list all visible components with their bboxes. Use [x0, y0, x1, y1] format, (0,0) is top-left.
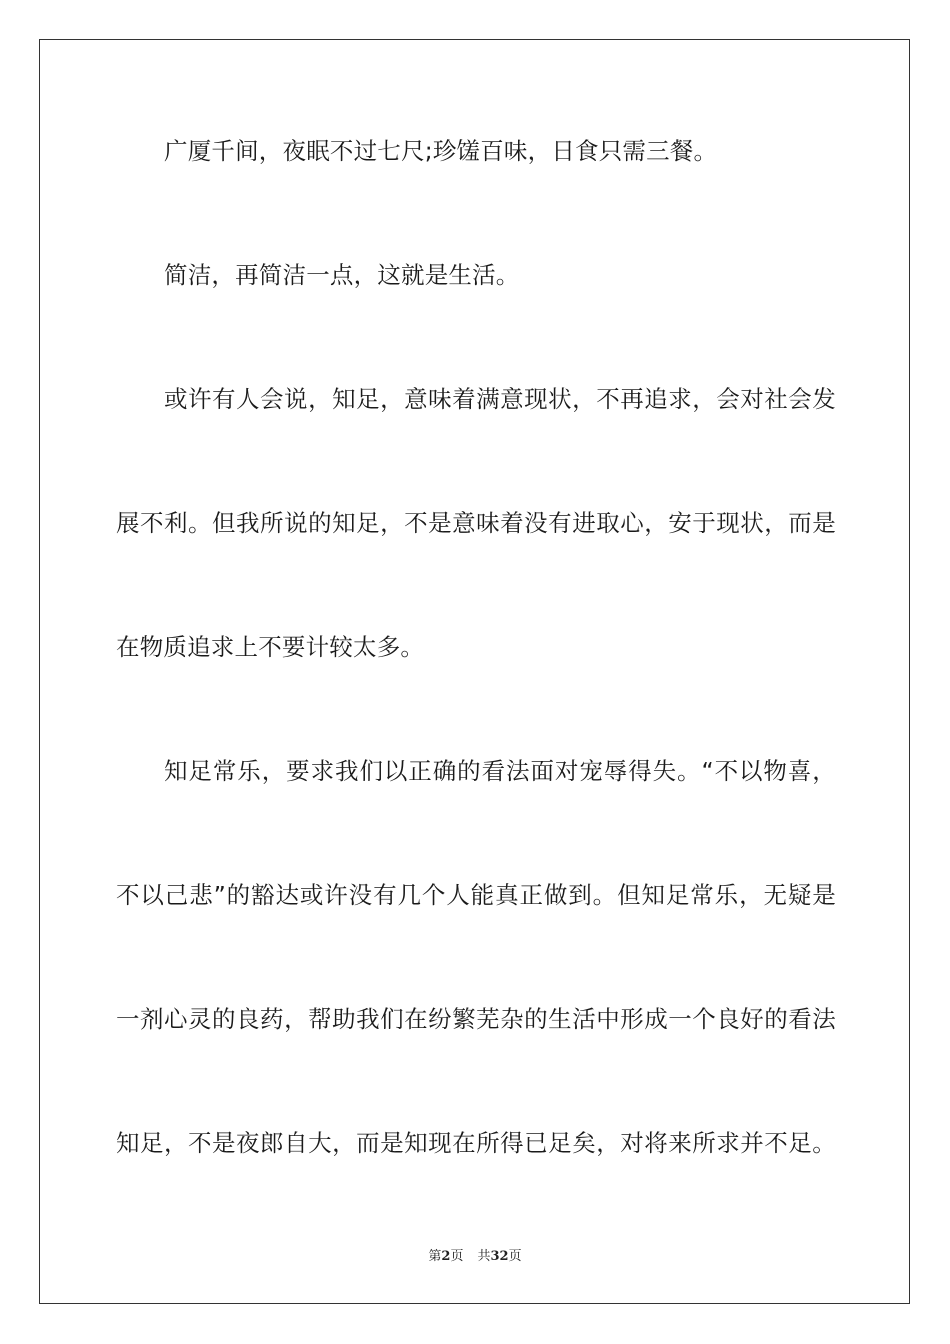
- text-line-1: 广厦千间，夜眠不过七尺;珍馐百味，日食只需三餐。: [164, 137, 718, 165]
- text-line-2: 简洁，再简洁一点，这就是生活。: [164, 261, 520, 289]
- page-border: [39, 39, 910, 1304]
- page-number: 2: [441, 1249, 451, 1264]
- text-line-4: 展不利。但我所说的知足，不是意味着没有进取心，安于现状，而是: [116, 509, 836, 537]
- total-prefix: 共: [477, 1249, 491, 1264]
- text-line-9: 知足，不是夜郎自大，而是知现在所得已足矣，对将来所求并不足。: [116, 1129, 836, 1157]
- text-line-5: 在物质追求上不要计较太多。: [116, 633, 425, 661]
- page-footer: [0, 1248, 950, 1266]
- text-line-7: 不以己悲”的豁达或许没有几个人能真正做到。但知足常乐，无疑是: [116, 881, 836, 909]
- total-suffix: 页: [508, 1249, 522, 1264]
- page-prefix: 第: [428, 1249, 442, 1264]
- page-suffix: 页: [450, 1249, 464, 1264]
- text-line-3: 或许有人会说，知足，意味着满意现状，不再追求，会对社会发: [164, 385, 836, 413]
- text-line-6: 知足常乐，要求我们以正确的看法面对宠辱得失。“不以物喜，: [164, 757, 836, 785]
- text-line-8: 一剂心灵的良药，帮助我们在纷繁芜杂的生活中形成一个良好的看法: [116, 1005, 836, 1033]
- total-pages: 32: [490, 1249, 509, 1264]
